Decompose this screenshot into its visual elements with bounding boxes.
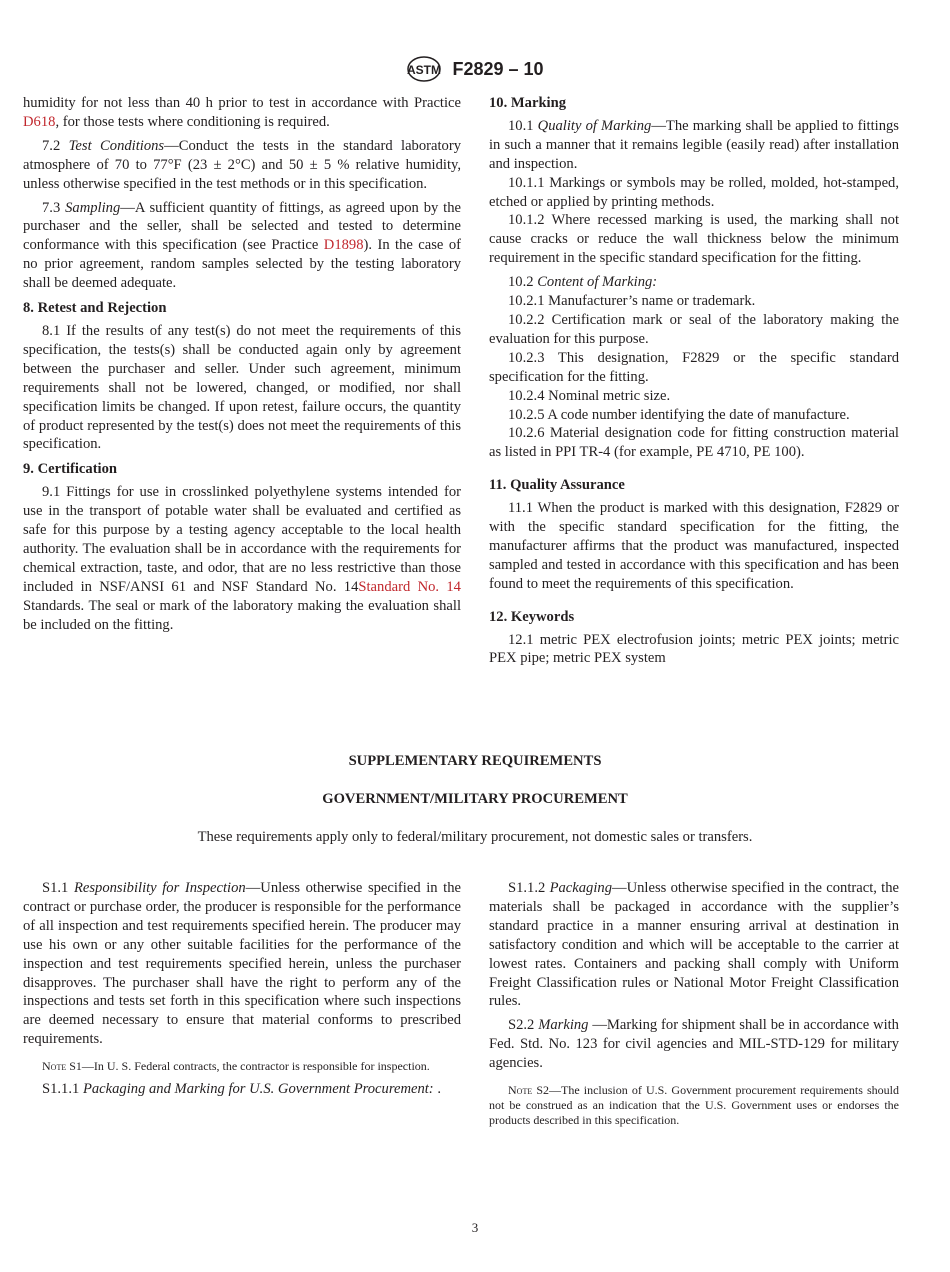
paragraph-10-1-2: 10.1.2 Where recessed marking is used, the marking shall not cause cracks or reduce the wall thickness below the minimum requirement in the specific standard specification for the fitting. (489, 212, 899, 267)
paragraph-s1-1: S1.1 Responsibility for Inspection—Unless otherwise specified in the contract or purchase order, the producer is responsible for the performance of all inspection and test requirements specified herein. The producer may use his own or any other suitable facilities for the performance of the inspection and test requirements specified herein, unless the purchaser disapproves. The purchaser shall have the right to perform any of the inspections and tests set forth in this specification where such inspections are deemed necessary to ensure that material conforms to prescribed requirements. (23, 880, 461, 1048)
paragraph-10-2-3: 10.2.3 This designation, F2829 or the specific standard specification for the fitting. (489, 349, 899, 385)
supplementary-title: SUPPLEMENTARY REQUIREMENTS (348, 753, 602, 769)
paragraph-s2-2: S2.2 Marking —Marking for shipment shall be in accordance with Fed. Std. No. 123 for civil agencies and MIL-STD-129 for military agencies. (489, 1017, 899, 1072)
paragraph-8-1: 8.1 If the results of any test(s) do not meet the requirements of this specification, the tests(s) shall be conducted again only by agreement between the purchaser and seller. Under such agreement, minimum requirements shall not be lowered, changed, or modified, nor shall specification limits be changed. If upon retest, failure occurs, the quantity of product represented by the test(s) does not meet the requirements of this specification. (23, 322, 461, 453)
supplementary-right-column (489, 879, 899, 1134)
supplementary-subtitle: GOVERNMENT/MILITARY PROCUREMENT (322, 791, 628, 807)
document-designation: F2829 – 10 (452, 58, 544, 79)
paragraph-7-3: 7.3 Sampling—A sufficient quantity of fittings, as agreed upon by the purchaser and the seller, shall be selected and tested to determine conformance with this specification (see Practice D1898). In the case of no prior agreement, random samples selected by the testing laboratory shall be deemed adequate. (23, 199, 461, 292)
paragraph-9-1: 9.1 Fittings for use in crosslinked polyethylene systems intended for use in the transport of potable water shall be evaluated and certified as safe for this purpose by a testing agency acceptable to the local health authority. The evaluation shall be in accordance with the requirements for chemical extraction, taste, and odor, that are no less restrictive than those included in NSF/ANSI 61 and NSF Standard No. 14Standard No. 14 Standards. The seal or mark of the laboratory making the evaluation shall be included on the fitting. (23, 484, 461, 633)
paragraph-12-1: 12.1 metric PEX electrofusion joints; metric PEX joints; metric PEX pipe; metric PEX system (489, 631, 899, 667)
section-11-heading: 11. Quality Assurance (489, 477, 625, 494)
astm-logo-icon (406, 55, 442, 83)
link-d618[interactable]: D618 (23, 113, 56, 130)
section-8-heading: 8. Retest and Rejection (23, 300, 167, 317)
paragraph-11-1: 11.1 When the product is marked with this designation, F2829 or with the specific standard specification for the fitting, the manufacturer affirms that the product was manufactured, inspected sampled and tested in accordance with this specification and has been found to meet the requirements of this specification. (489, 500, 899, 592)
paragraph-10-1-1: 10.1.1 Markings or symbols may be rolled, molded, hot-stamped, etched or applied by printing methods. (489, 174, 899, 210)
right-column (489, 94, 899, 673)
paragraph-10-2-4: 10.2.4 Nominal metric size. (508, 387, 671, 404)
section-10-heading: 10. Marking (489, 95, 567, 111)
paragraph-10-2-1: 10.2.1 Manufacturer’s name or trademark. (508, 293, 756, 310)
paragraph-7-1-continued: humidity for not less than 40 h prior to test in accordance with Practice D618, for those tests where conditioning is required. (23, 95, 461, 130)
link-d1898[interactable]: D1898 (323, 237, 364, 254)
paragraph-10-2-2: 10.2.2 Certification mark or seal of the laboratory making the evaluation for this purpose. (489, 311, 899, 347)
link-standard-no-14[interactable]: Standard No. 14 (358, 578, 461, 595)
supplementary-intro: These requirements apply only to federal/military procurement, not domestic sales or transfers. (197, 829, 753, 845)
note-s1: Note S1—In U. S. Federal contracts, the contractor is responsible for inspection. (42, 1059, 430, 1074)
svg-text:ASTM: ASTM (407, 63, 442, 77)
paragraph-10-2: 10.2 Content of Marking: (508, 274, 658, 291)
paragraph-7-2: 7.2 Test Conditions—Conduct the tests in the standard laboratory atmosphere of 70 to 77°F (23 ± 2°C) and 50 ± 5 % relative humidity, unless otherwise specified in the test methods or in this specification. (23, 137, 461, 192)
section-9-heading: 9. Certification (23, 461, 118, 478)
paragraph-s1-1-1: S1.1.1 Packaging and Marking for U.S. Government Procurement: . (42, 1081, 441, 1098)
paragraph-10-2-5: 10.2.5 A code number identifying the date of manufacture. (508, 406, 850, 423)
page-number: 3 (471, 1220, 479, 1235)
paragraph-10-2-6: 10.2.6 Material designation code for fitting construction material as listed in PPI TR-4 (for example, PE 4710, PE 100). (489, 425, 899, 461)
left-column (23, 94, 461, 639)
supplementary-left-column (23, 879, 461, 1104)
paragraph-s1-1-2: S1.1.2 Packaging—Unless otherwise specified in the contract, the materials shall be packaged in accordance with the supplier’s standard practice in a manner ensuring arrival at destination in satisfactory condition and which will be acceptable to the carrier at lowest rates. Containers and packing shall comply with Uniform Freight Classification rules or National Motor Freight Classification rules. (489, 880, 899, 1010)
page-header (0, 55, 950, 83)
paragraph-10-1: 10.1 Quality of Marking—The marking shall be applied to fittings in such a manner that it remains legible (easily read) after installation and inspection. (489, 117, 899, 172)
note-s2: Note S2—The inclusion of U.S. Government procurement requirements should not be construed as an indication that the U.S. Government uses or endorses the products described in this specification. (489, 1083, 899, 1128)
section-12-heading: 12. Keywords (489, 608, 575, 625)
